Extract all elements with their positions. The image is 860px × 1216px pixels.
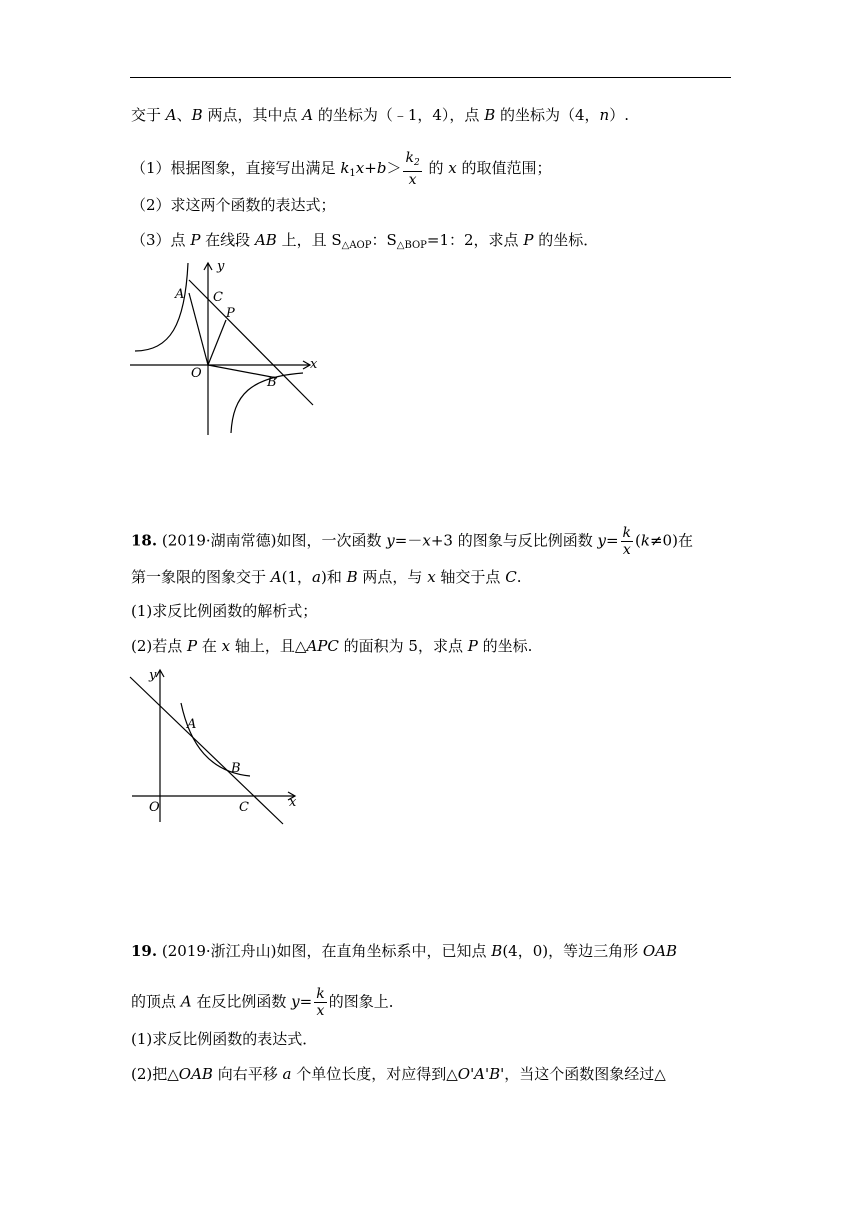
p19-number: 19. xyxy=(131,942,158,960)
p18-line-1: 18. (2019·湖南常德)如图，一次函数 y=－x+3 的图象与反比例函数 y= $\frac{k}{x}$ (k≠0)在 xyxy=(131,525,693,558)
p17-label-a: A xyxy=(175,287,185,302)
p17-question-3: （3）点 P 在线段 AB 上，且 $S_{\triangle AOP}$：$S_{\triangle BOP}=1$：2，求点 P 的坐标． xyxy=(131,231,599,251)
p19-question-2: (2)把△OAB 向右平移 a 个单位长度，对应得到△O'A'B'，当这个函数图象经过△ xyxy=(131,1065,666,1083)
p19-fraction: $\frac{k}{x}$ xyxy=(316,986,325,1019)
header-rule xyxy=(130,77,731,78)
p18-label-o: O xyxy=(149,800,160,815)
p17-label-x: x xyxy=(310,357,318,372)
p18-question-1: (1)求反比例函数的解析式； xyxy=(131,602,318,620)
p18-line-2: 第一象限的图象交于 A(1，a)和 B 两点，与 x 轴交于点 C. xyxy=(131,568,522,586)
p19-question-1: (1)求反比例函数的表达式． xyxy=(131,1030,318,1048)
p17-intro: 交于 A、B 两点，其中点 A 的坐标为（﹣1，4），点 B 的坐标为（4，n）. xyxy=(131,106,629,124)
p17-question-2: （2）求这两个函数的表达式； xyxy=(131,196,336,214)
p17-hyperbola-left xyxy=(135,263,188,351)
p18-fraction: $\frac{k}{x}$ xyxy=(622,525,632,558)
p18-figure xyxy=(125,660,325,830)
p17-segment-op xyxy=(208,320,226,365)
p17-segment-oa xyxy=(189,293,208,365)
p19-line-2: 的顶点 A 在反比例函数 y= $\frac{k}{x}$ 的图象上． xyxy=(131,986,404,1019)
p18-label-x: x xyxy=(289,795,297,810)
p17-label-c: C xyxy=(213,290,223,305)
p17-fraction: $\frac{k_2}{x}$ xyxy=(405,150,420,188)
p18-label-c: C xyxy=(239,800,249,815)
p18-label-b: B xyxy=(231,761,241,776)
p17-question-1: （1）根据图象，直接写出满足 $k_1x+b>$ $\frac{k_2}{x}$ 的 x 的取值范围； xyxy=(131,150,552,188)
p19-line-1: 19. (2019·浙江舟山)如图，在直角坐标系中，已知点 B(4，0)，等边三角形 OAB xyxy=(131,942,678,960)
p18-label-y: y xyxy=(149,668,157,683)
p18-question-2: (2)若点 P 在 x 轴上，且△APC 的面积为 5，求点 P 的坐标. xyxy=(131,637,533,655)
p17-label-p: P xyxy=(226,306,235,321)
p18-label-a: A xyxy=(187,717,197,732)
p18-number: 18. xyxy=(131,531,158,550)
p17-figure xyxy=(125,255,325,440)
p17-label-b: B xyxy=(267,375,277,390)
p17-label-y: y xyxy=(217,259,225,274)
p17-label-o: O xyxy=(191,366,202,381)
